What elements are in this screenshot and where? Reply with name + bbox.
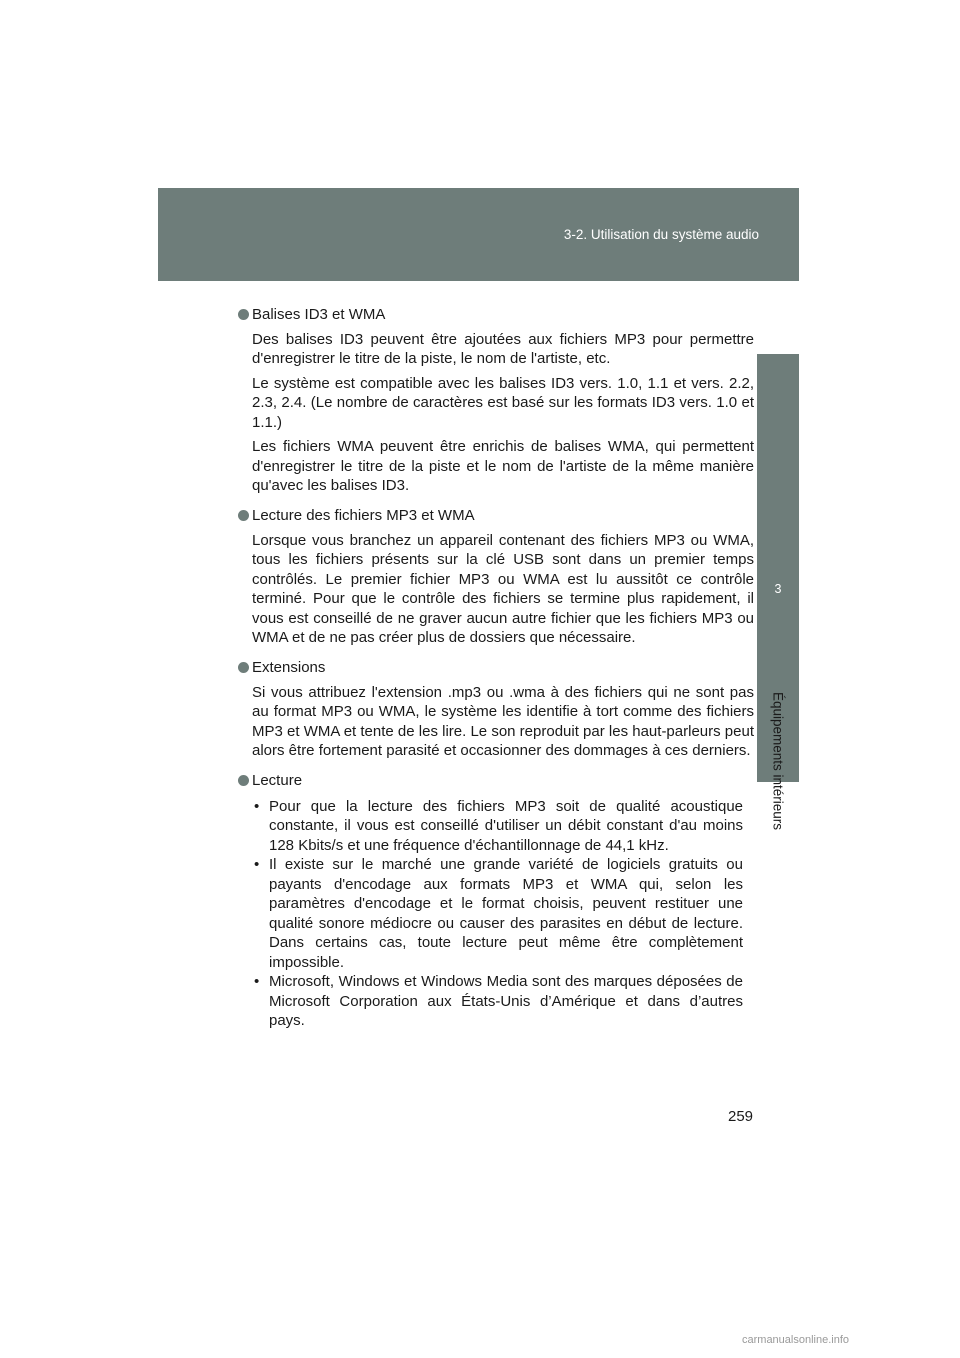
notes-list <box>252 797 754 1031</box>
bullet-circle-icon <box>238 775 249 786</box>
section-playback <box>238 771 754 1031</box>
paragraph: Des balises ID3 peuvent être ajoutées aux fichiers MP3 pour permettre d'enregistrer le titre de la piste, le nom de l'artiste, etc. <box>252 330 754 367</box>
paragraph: Les fichiers WMA peuvent être enrichis de balises WMA, qui permettent d'enregistrer le titre de la piste et le nom de l'artiste de la même manière qu'avec les balises ID3. <box>252 438 754 494</box>
section-mp3-wma-playback <box>238 506 754 648</box>
section-heading: Lecture des fichiers MP3 et WMA <box>252 507 475 524</box>
chapter-tab <box>757 354 799 831</box>
bullet-icon: • <box>254 797 260 815</box>
list-item <box>252 972 743 1031</box>
chapter-number: 3 <box>774 582 782 596</box>
list-item <box>252 855 743 972</box>
section-heading: Lecture <box>252 772 303 789</box>
section-heading: Extensions <box>252 659 326 676</box>
paragraph: Si vous attribuez l'extension .mp3 ou .wma à des fichiers qui ne sont pas au format MP3 ou WMA, le système les identifie à tort comme des fichiers MP3 et WMA et tente de les lire. Le son reproduit par les haut-parleurs peut alors être fortement parasité et occasionner des dommages à ces derniers. <box>252 683 754 759</box>
page-number: 259 <box>728 1108 754 1125</box>
bullet-circle-icon <box>238 662 249 673</box>
side-tab-spacer <box>757 281 799 354</box>
section-heading: Balises ID3 et WMA <box>252 306 386 323</box>
header-band <box>158 188 799 281</box>
section-title: 3-2. Utilisation du système audio <box>563 227 759 242</box>
list-item-text: Il existe sur le marché une grande variété de logiciels gratuits ou payants d'encodage aux formats MP3 et WMA qui, selon les paramètres d'encodage et le format choisis, peuvent restituer une qualité sonore médiocre ou causer des parasites en début de lecture. Dans certains cas, toute lecture peut même être complètement impossible. <box>269 856 743 971</box>
chapter-title: Équipements intérieurs <box>770 691 786 831</box>
list-item-text: Microsoft, Windows et Windows Media sont des marques déposées de Microsoft Corporation aux États-Unis d’Amérique et dans d’autres pays. <box>269 973 743 1029</box>
bullet-circle-icon <box>238 309 249 320</box>
bullet-circle-icon <box>238 510 249 521</box>
watermark: carmanualsonline.info <box>742 1334 850 1346</box>
bullet-icon: • <box>254 856 260 873</box>
bullet-icon: • <box>254 973 260 990</box>
paragraph: Lorsque vous branchez un appareil contenant des fichiers MP3 ou WMA, tous les fichiers présents sur la clé USB sont dans un premier temps contrôlés. Le premier fichier MP3 ou WMA est lu aussitôt ce contrôle terminé. Pour que le contrôle des fichiers se termine plus rapidement, il vous est conseillé de ne graver aucun autre fichier que les fichiers MP3 ou WMA et de ne pas créer plus de dossiers que nécessaire. <box>252 531 754 646</box>
paragraph: Le système est compatible avec les balises ID3 vers. 1.0, 1.1 et vers. 2.2, 2.3, 2.4. (Le nombre de caractères est basé sur les formats ID3 vers. 1.0 et 1.1.) <box>252 374 754 431</box>
page-content <box>238 305 754 1041</box>
section-id3-tags <box>238 305 754 496</box>
list-item-text: Pour que la lecture des fichiers MP3 soit de qualité acoustique constante, il vous est conseillé d'utiliser un débit constant d'au moins 128 Kbits/s et une fréquence d'échantillonnage de 44,1 kHz. <box>269 797 743 854</box>
section-extensions <box>238 658 754 761</box>
list-item <box>252 797 743 856</box>
